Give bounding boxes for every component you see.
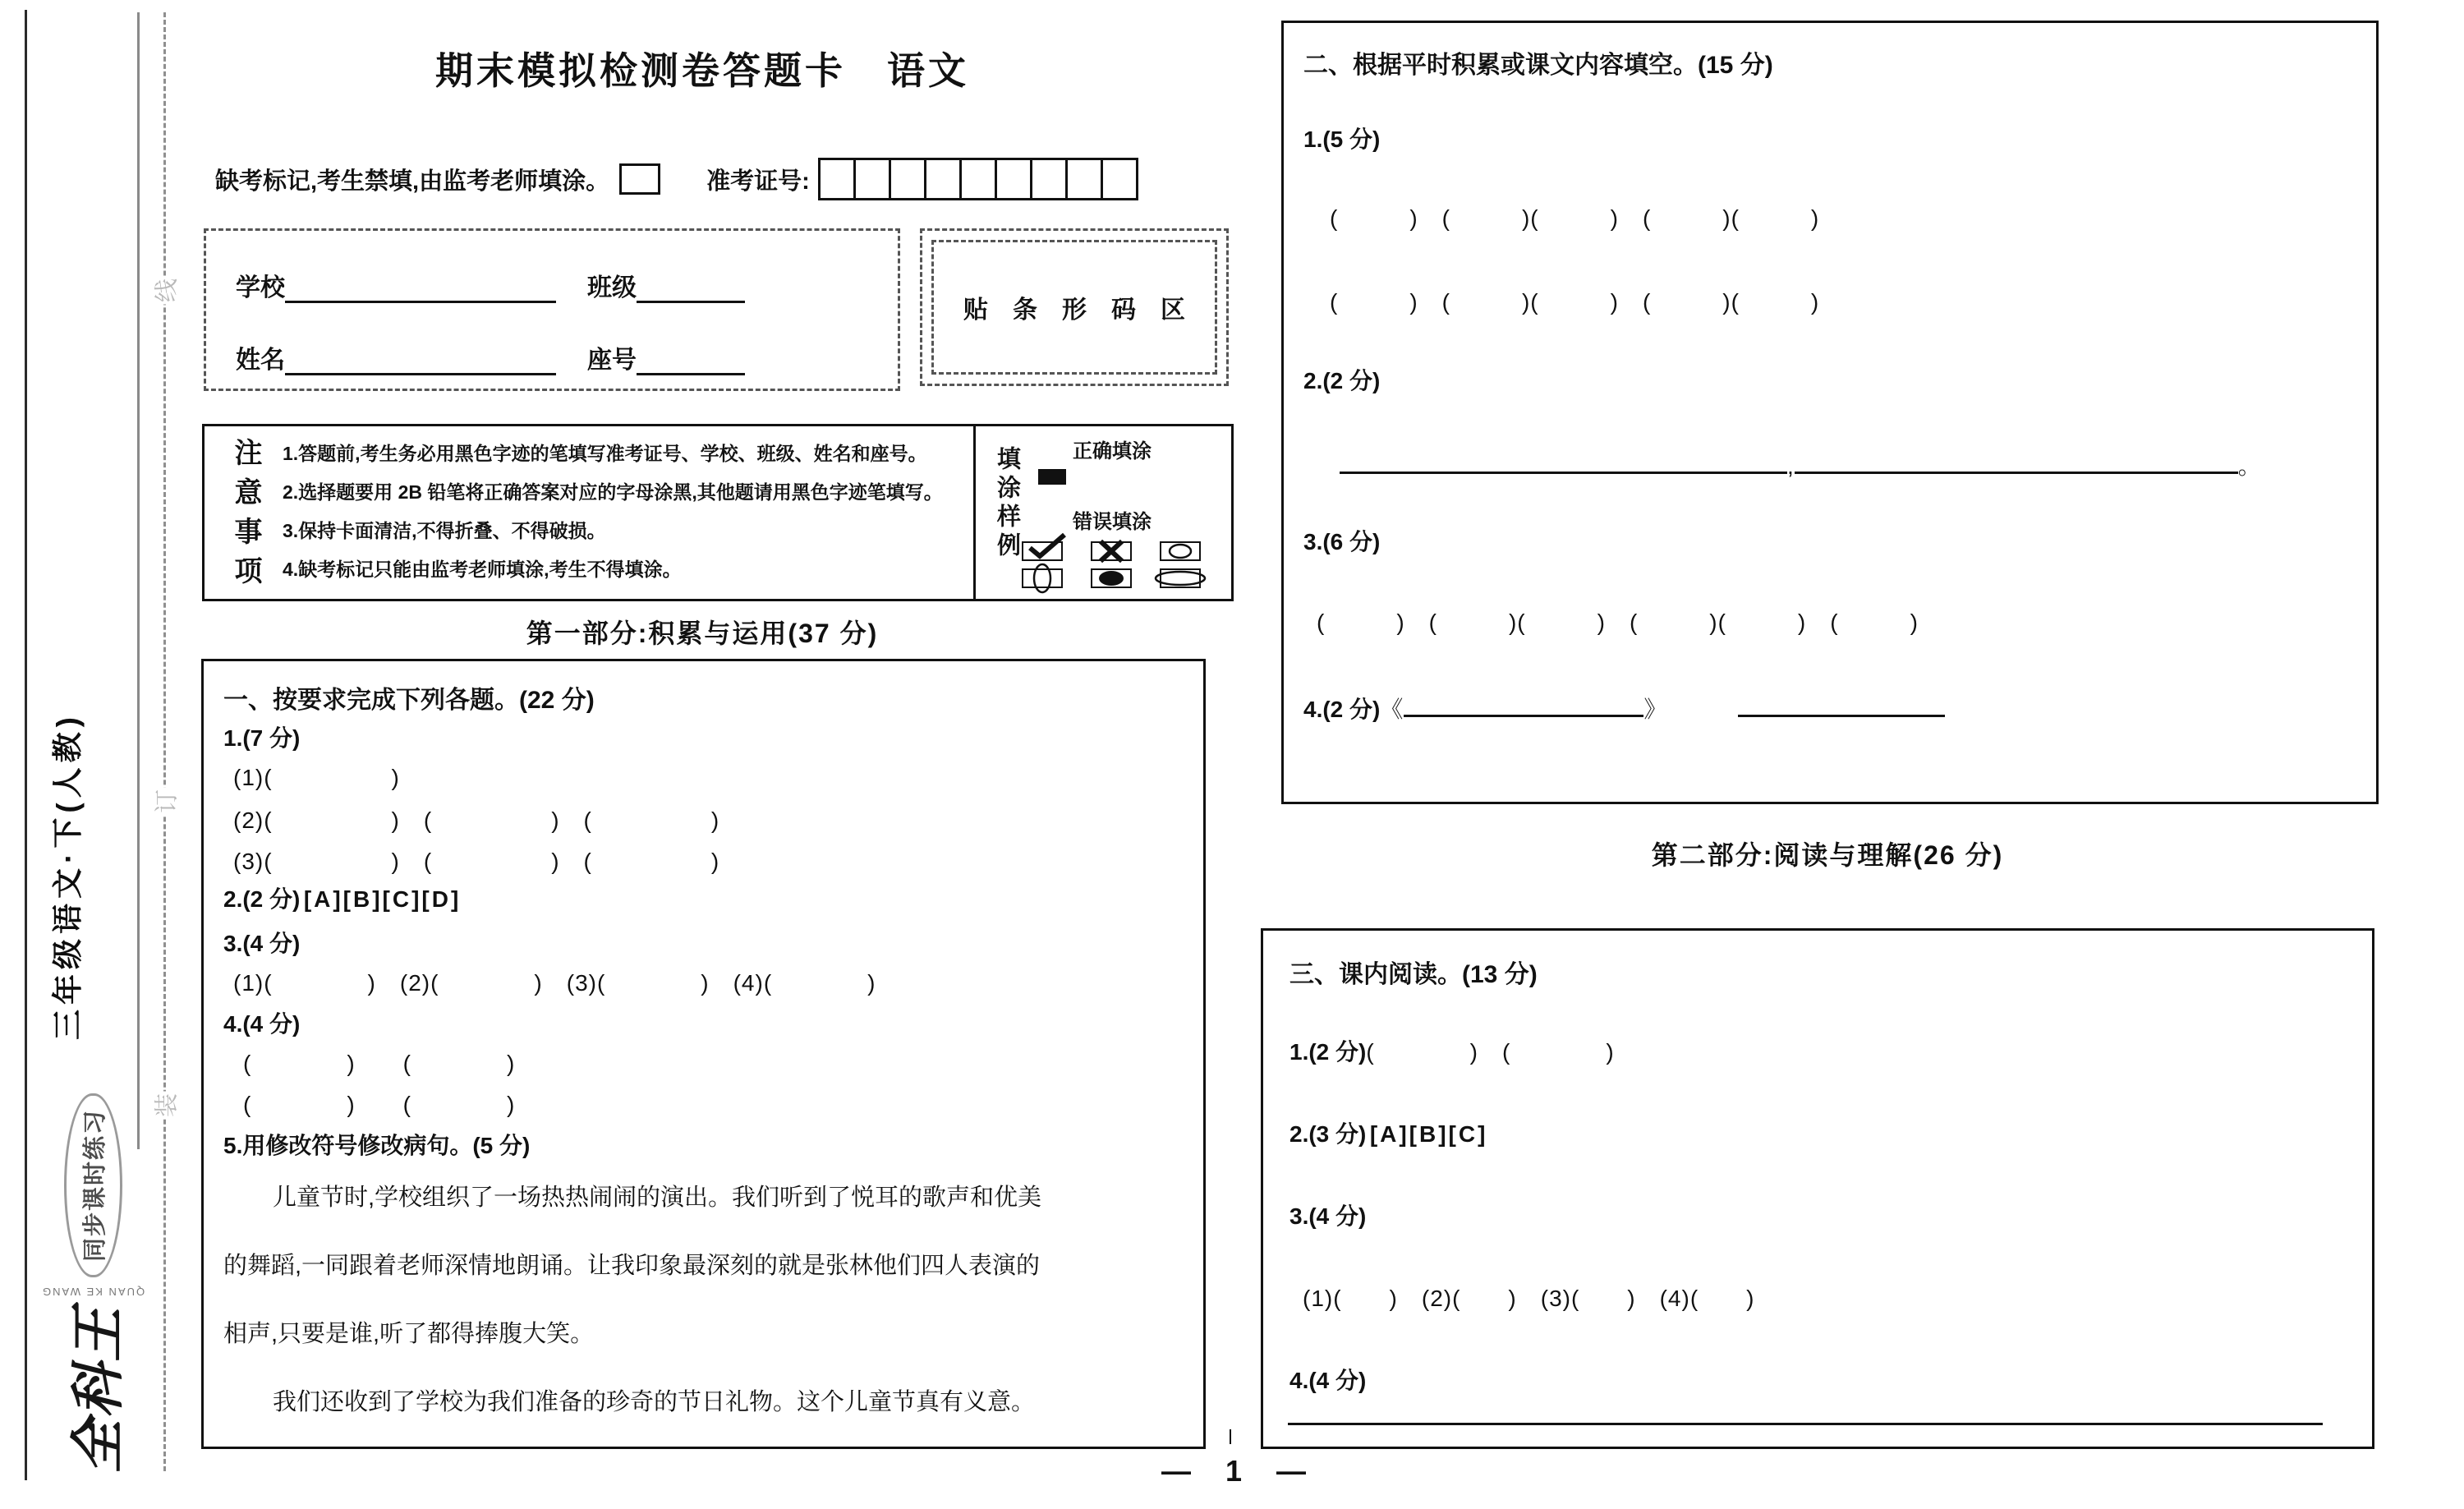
s1-q2-options[interactable]: [A][B][C][D] xyxy=(303,886,462,912)
binding-char-zhuang: 装 xyxy=(146,1092,185,1120)
notice-title: 注意事项 xyxy=(230,438,261,596)
sample-wide-ellipse-icon xyxy=(1160,568,1201,588)
binding-dashed-line xyxy=(163,12,166,1471)
q2-comma: , xyxy=(1787,453,1795,479)
s3-q4-answer-line[interactable] xyxy=(1288,1423,2323,1425)
s2-q2-label: 2.(2 分) xyxy=(1303,368,1381,393)
ticket-number-cell[interactable] xyxy=(997,158,1032,200)
binding-char-ding: 订 xyxy=(146,788,185,816)
answer-blank[interactable] xyxy=(1738,687,1945,717)
seat-label: 座号 xyxy=(587,347,637,374)
s2-q3-label: 3.(6 分) xyxy=(1303,529,1381,554)
answer-blank[interactable] xyxy=(1340,444,1787,474)
notice-items xyxy=(283,435,964,589)
absent-mark-label: 缺考标记,考生禁填,由监考老师填涂。 xyxy=(215,168,610,195)
wrong-fill-label: 错误填涂 xyxy=(1073,511,1152,533)
grade-label-text: 三年级语文·下(人教) xyxy=(51,712,85,1040)
seat-field[interactable] xyxy=(637,345,745,375)
ticket-number-grid xyxy=(818,158,1138,200)
logo-series-bubble: 同步课时练习 xyxy=(64,1093,122,1277)
passage-line-4: 我们还收到了学校为我们准备的珍奇的节日礼物。这个儿童节真有义意。 xyxy=(273,1389,1036,1415)
section3-title: 三、课内阅读。(13 分) xyxy=(1289,961,1538,988)
name-field[interactable] xyxy=(285,345,556,375)
s1-q4-label: 4.(4 分) xyxy=(223,1011,301,1037)
s3-q4-label: 4.(4 分) xyxy=(1289,1368,1367,1393)
s1-q1-answer-row-2[interactable]: (2)( ) ( ) ( ) xyxy=(233,807,720,833)
page-number: — 1 — xyxy=(1161,1454,1320,1488)
s1-q2-label: 2.(2 分) xyxy=(223,886,301,912)
school-label: 学校 xyxy=(236,274,285,301)
sample-vertical-ellipse-icon xyxy=(1022,568,1063,588)
name-label: 姓名 xyxy=(236,347,285,374)
s1-q4-answer-row-2[interactable]: ( ) ( ) xyxy=(243,1092,516,1117)
s2-q3-answer-row[interactable]: ( ) ( )( ) ( )( ) ( ) xyxy=(1317,610,1919,635)
sample-circle-icon xyxy=(1160,541,1201,561)
s3-q3-label: 3.(4 分) xyxy=(1289,1203,1367,1229)
answer-blank[interactable] xyxy=(1795,444,2238,474)
ticket-number-cell[interactable] xyxy=(926,158,962,200)
s1-q3-label: 3.(4 分) xyxy=(223,931,301,956)
s3-q3-answer-row[interactable]: (1)( ) (2)( ) (3)( ) (4)( ) xyxy=(1303,1286,1755,1311)
page-title: 期末模拟检测卷答题卡 语文 xyxy=(435,49,969,92)
spine-grade-label xyxy=(36,614,100,1040)
passage-line-1: 儿童节时,学校组织了一场热热闹闹的演出。我们听到了悦耳的歌声和优美 xyxy=(273,1185,1042,1211)
barcode-area-box xyxy=(920,228,1229,386)
sample-check-icon xyxy=(1022,541,1063,561)
barcode-area-inner xyxy=(931,240,1217,375)
ticket-number-cell[interactable] xyxy=(1103,158,1138,200)
s3-q2-options[interactable]: [A][B][C] xyxy=(1369,1121,1488,1147)
section3-box xyxy=(1261,928,2374,1449)
ticket-number-cell[interactable] xyxy=(962,158,997,200)
ticket-number-cell[interactable] xyxy=(891,158,926,200)
absent-mark-row xyxy=(215,158,1138,200)
s1-q1-answer-row-1[interactable]: (1)( ) xyxy=(233,765,400,790)
fill-sample-area xyxy=(976,426,1229,599)
section1-box xyxy=(201,659,1206,1449)
s1-q3-answer-row[interactable]: (1)( ) (2)( ) (3)( ) (4)( ) xyxy=(233,970,876,996)
sample-cross-icon xyxy=(1091,541,1132,561)
s2-q1-label: 1.(5 分) xyxy=(1303,127,1381,152)
section2-title: 二、根据平时积累或课文内容填空。(15 分) xyxy=(1303,52,1773,79)
wrong-fill-examples xyxy=(1022,541,1198,588)
binding-char-xian: 线 xyxy=(146,277,185,305)
s2-q4-row xyxy=(1303,687,1945,725)
s3-q1-label: 1.(2 分) xyxy=(1289,1039,1367,1065)
fill-sample-title: 填涂样例 xyxy=(994,446,1020,561)
absent-mark-checkbox[interactable] xyxy=(619,163,660,195)
section2-box xyxy=(1281,21,2379,804)
part2-header: 第二部分:阅读与理解(26 分) xyxy=(1651,840,2004,870)
page-edge-line xyxy=(25,10,27,1480)
part1-header: 第一部分:积累与运用(37 分) xyxy=(526,619,879,648)
ticket-number-cell[interactable] xyxy=(1032,158,1068,200)
s2-q4-label: 4.(2 分) xyxy=(1303,697,1381,722)
s3-q2-label: 2.(3 分) xyxy=(1289,1121,1367,1147)
class-label: 班级 xyxy=(587,274,637,301)
s2-q4-close-quote: 》 xyxy=(1643,697,1668,722)
ticket-number-cell[interactable] xyxy=(1068,158,1103,200)
publisher-logo xyxy=(33,1108,156,1474)
notice-item-1: 1.答题前,考生务必用黑色字迹的笔填写准考证号、学校、班级、姓名和座号。 xyxy=(283,443,927,464)
s1-q5-label: 5.用修改符号修改病句。(5 分) xyxy=(223,1133,531,1158)
s1-q2-row xyxy=(223,881,461,914)
s3-q1-row xyxy=(1289,1034,1615,1067)
passage-line-3: 相声,只要是谁,听了都得捧腹大笑。 xyxy=(223,1321,595,1347)
sample-filled-ellipse-icon xyxy=(1091,568,1132,588)
revision-passage[interactable] xyxy=(223,1164,1184,1437)
notice-box xyxy=(202,424,1234,601)
student-info-box xyxy=(204,228,900,391)
answer-blank[interactable] xyxy=(1404,687,1643,717)
s3-q2-row xyxy=(1289,1116,1487,1149)
spine-solid-line xyxy=(137,12,140,1149)
ticket-number-cell[interactable] xyxy=(856,158,891,200)
s1-q1-label: 1.(7 分) xyxy=(223,725,301,751)
s3-q1-answer-row[interactable]: ( ) ( ) xyxy=(1366,1039,1615,1065)
ticket-number-cell[interactable] xyxy=(818,158,856,200)
s1-q4-answer-row-1[interactable]: ( ) ( ) xyxy=(243,1051,516,1076)
s2-q1-answer-row-2[interactable]: ( ) ( )( ) ( )( ) xyxy=(1330,289,1820,315)
correct-fill-mark xyxy=(1038,469,1066,485)
s2-q2-answer-row xyxy=(1340,444,2262,481)
correct-fill-label: 正确填涂 xyxy=(1073,440,1152,462)
notice-item-4: 4.缺考标记只能由监考老师填涂,考生不得填涂。 xyxy=(283,559,682,580)
ticket-number-label: 准考证号: xyxy=(706,168,810,195)
s1-q1-answer-row-3[interactable]: (3)( ) ( ) ( ) xyxy=(233,849,720,874)
q2-period: 。 xyxy=(2237,453,2262,479)
s2-q4-open-quote: 《 xyxy=(1380,697,1404,722)
logo-brand-text: 全科王 xyxy=(67,1306,128,1474)
s2-q1-answer-row-1[interactable]: ( ) ( )( ) ( )( ) xyxy=(1330,205,1820,231)
barcode-area-label: 贴条形码区 xyxy=(963,297,1210,324)
fold-mark xyxy=(1230,1429,1231,1444)
passage-line-2: 的舞蹈,一同跟着老师深情地朗诵。让我印象最深刻的就是张林他们四人表演的 xyxy=(223,1253,1041,1279)
class-field[interactable] xyxy=(637,273,745,303)
school-field[interactable] xyxy=(285,273,556,303)
notice-item-3: 3.保持卡面清洁,不得折叠、不得破损。 xyxy=(283,520,606,541)
notice-item-2: 2.选择题要用 2B 铅笔将正确答案对应的字母涂黑,其他题请用黑色字迹笔填写。 xyxy=(283,481,943,503)
logo-brand-en-text: QUAN KE WANG xyxy=(41,1286,145,1298)
section1-title: 一、按要求完成下列各题。(22 分) xyxy=(223,687,595,714)
